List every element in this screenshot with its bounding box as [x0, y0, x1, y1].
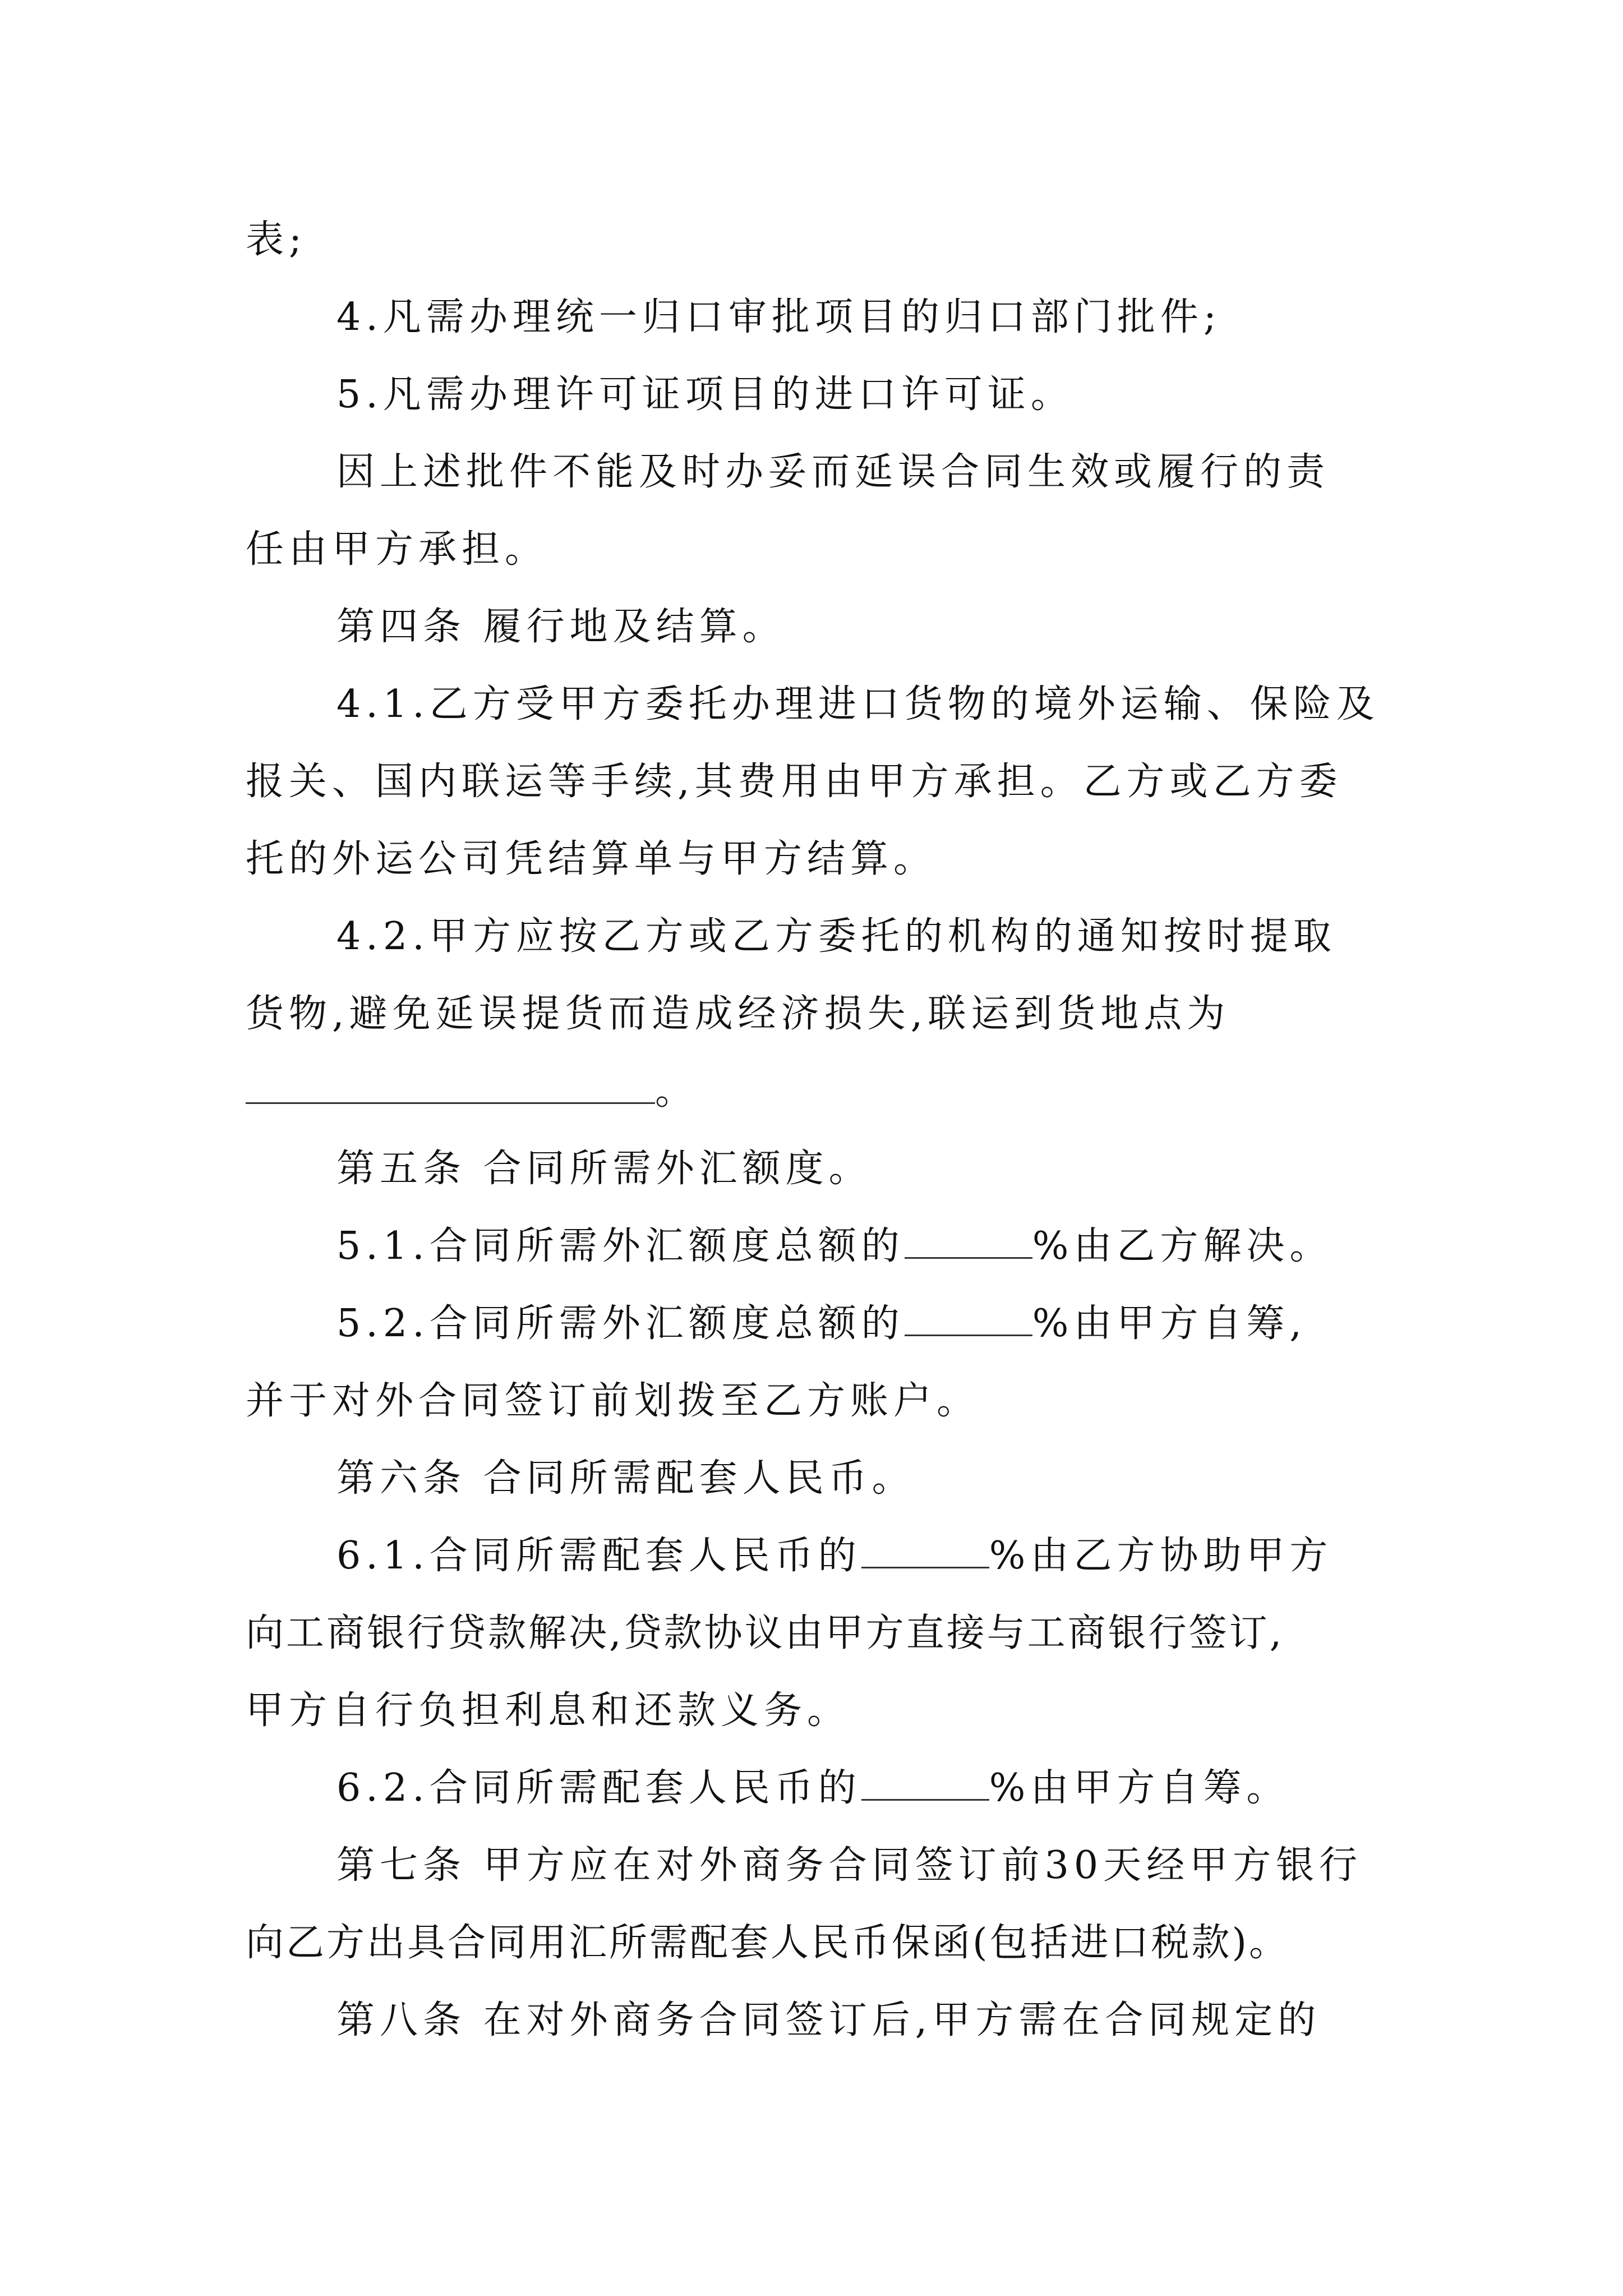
- article-heading: 第四条 履行地及结算。: [336, 605, 786, 649]
- paragraph-line: 4.凡需办理统一归口审批项目的归口部门批件;: [336, 295, 1221, 339]
- line-end-text: %由甲方自筹,: [1032, 1301, 1307, 1346]
- line-end-text: %由乙方解决。: [1032, 1224, 1333, 1268]
- line-start-text: 5.1.合同所需外汇额度总额的: [336, 1224, 905, 1268]
- paragraph-line: [336, 1531, 1486, 1581]
- paragraph-line: 甲方自行负担利息和还款义务。: [246, 1688, 851, 1733]
- paragraph-line: 5.凡需办理许可证项目的进口许可证。: [336, 372, 1074, 417]
- paragraph-line: 托的外运公司凭结算单与甲方结算。: [246, 837, 937, 881]
- paragraph-line: 向工商银行贷款解决,贷款协议由甲方直接与工商银行签订,: [246, 1611, 1284, 1655]
- paragraph-line: 4.2.甲方应按乙方或乙方委托的机构的通知按时提取: [336, 914, 1336, 959]
- article-heading: 第五条 合同所需外汇额度。: [336, 1147, 872, 1191]
- paragraph-line: 向乙方出具合同用汇所需配套人民币保函(包括进口税款)。: [246, 1921, 1290, 1965]
- line-end-text: %由乙方协助甲方: [989, 1534, 1333, 1578]
- paragraph-line: [336, 1299, 1486, 1349]
- paragraph-line: 表;: [246, 218, 307, 262]
- fill-in-blank-percent[interactable]: [905, 1223, 1032, 1259]
- fill-in-blank-percent[interactable]: [905, 1301, 1032, 1336]
- line-end-text: %由甲方自筹。: [989, 1766, 1290, 1810]
- paragraph-line: 报关、国内联运等手续,其费用由甲方承担。乙方或乙方委: [246, 760, 1343, 804]
- paragraph-line: 因上述批件不能及时办妥而延误合同生效或履行的责: [336, 450, 1330, 494]
- line-start-text: 5.2.合同所需外汇额度总额的: [336, 1301, 905, 1346]
- article-heading: 第六条 合同所需配套人民币。: [336, 1456, 915, 1501]
- paragraph-line: 任由甲方承担。: [246, 527, 548, 572]
- paragraph-line: [336, 1221, 1486, 1272]
- fill-in-blank-percent[interactable]: [861, 1765, 989, 1801]
- line-end-text: 。: [655, 1069, 699, 1114]
- line-start-text: 6.2.合同所需配套人民币的: [336, 1766, 861, 1810]
- paragraph-line: 4.1.乙方受甲方委托办理进口货物的境外运输、保险及: [336, 682, 1380, 726]
- article-heading: 第七条 甲方应在对外商务合同签订前30天经甲方银行: [336, 1843, 1363, 1888]
- paragraph-line: 货物,避免延误提货而造成经济损失,联运到货地点为: [246, 992, 1230, 1036]
- article-heading: 第八条 在对外商务合同签订后,甲方需在合同规定的: [336, 1998, 1321, 2042]
- fill-in-blank-percent[interactable]: [861, 1533, 989, 1568]
- paragraph-line: [246, 1066, 1395, 1117]
- line-start-text: 6.1.合同所需配套人民币的: [336, 1534, 861, 1578]
- paragraph-line: [336, 1763, 1486, 1814]
- paragraph-line: 并于对外合同签订前划拨至乙方账户。: [246, 1379, 980, 1423]
- fill-in-blank-destination[interactable]: [246, 1069, 655, 1104]
